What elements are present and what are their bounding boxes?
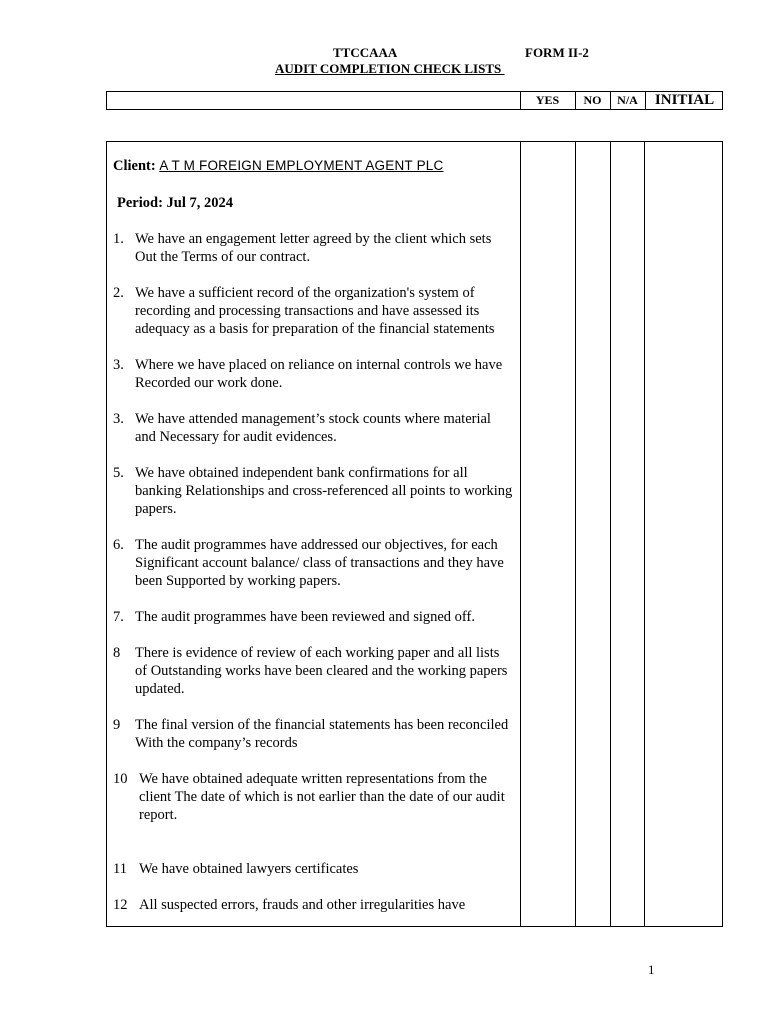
item-number: 10 (113, 771, 128, 787)
checklist-item (113, 410, 513, 446)
column-na: N/A (617, 93, 638, 107)
item-number: 12 (113, 897, 128, 913)
item-number: 6. (113, 537, 124, 553)
checklist-item (113, 770, 513, 824)
checklist-item (113, 644, 513, 698)
document-title: AUDIT COMPLETION CHECK LISTS (275, 61, 505, 76)
checklist-item (113, 464, 513, 518)
client-line (113, 157, 513, 175)
item-text: We have a sufficient record of the organization's system of recording and processing transactions and have assessed its adequacy as a basis for preparation of the financial statements (135, 285, 495, 337)
item-text: There is evidence of review of each working paper and all lists of Outstanding works have been cleared and the working papers updated. (135, 645, 508, 697)
item-text: Where we have placed on reliance on internal controls we have Recorded our work done. (135, 357, 503, 391)
item-text: We have obtained independent bank confirmations for all banking Relationships and cross-referenced all points to working papers. (135, 465, 513, 517)
organization-code: TTCCAAA (333, 45, 398, 60)
checklist-item (113, 896, 513, 914)
item-number: 8 (113, 645, 121, 661)
item-number: 3. (113, 357, 124, 373)
item-number: 9 (113, 717, 121, 733)
item-text: The audit programmes have addressed our objectives, for each Significant account balance/ class of transactions and they have been Supported by working papers. (135, 537, 504, 589)
item-text: The final version of the financial statements has been reconciled With the company’s records (135, 717, 509, 751)
column-yes: YES (535, 93, 560, 107)
period: Period: Jul 7, 2024 (117, 195, 233, 211)
client-name: A T M FOREIGN EMPLOYMENT AGENT PLC (159, 158, 444, 173)
column-initial: INITIAL (654, 92, 715, 108)
checklist-item (113, 536, 513, 590)
column-divider (644, 142, 645, 926)
item-text: We have attended management’s stock counts where material and Necessary for audit evidences. (135, 411, 491, 445)
item-text: We have an engagement letter agreed by the client which sets Out the Terms of our contract. (135, 231, 492, 265)
column-no: NO (583, 93, 602, 107)
item-text: We have obtained lawyers certificates (139, 861, 359, 877)
item-number: 5. (113, 465, 124, 481)
checklist-item (113, 716, 513, 752)
item-number: 2. (113, 285, 124, 301)
column-divider (520, 142, 521, 926)
checklist-item (113, 860, 513, 878)
checklist-item (113, 608, 513, 626)
item-number: 11 (113, 861, 127, 877)
item-number: 3. (113, 411, 124, 427)
checklist-item (113, 230, 513, 266)
item-number: 1. (113, 231, 124, 247)
column-header-row (106, 91, 723, 110)
checklist-content (113, 157, 513, 914)
item-number: 7. (113, 609, 124, 625)
column-divider (575, 142, 576, 926)
column-divider (610, 142, 611, 926)
item-text: All suspected errors, frauds and other irregularities have (139, 897, 466, 913)
checklist-item (113, 284, 513, 338)
item-text: The audit programmes have been reviewed and signed off. (135, 609, 475, 625)
form-number: FORM II-2 (525, 45, 589, 60)
page-number: 1 (648, 962, 655, 977)
checklist-item (113, 356, 513, 392)
item-text: We have obtained adequate written representations from the client The date of which is not earlier than the date of our audit report. (139, 771, 505, 823)
client-label: Client: (113, 158, 156, 174)
